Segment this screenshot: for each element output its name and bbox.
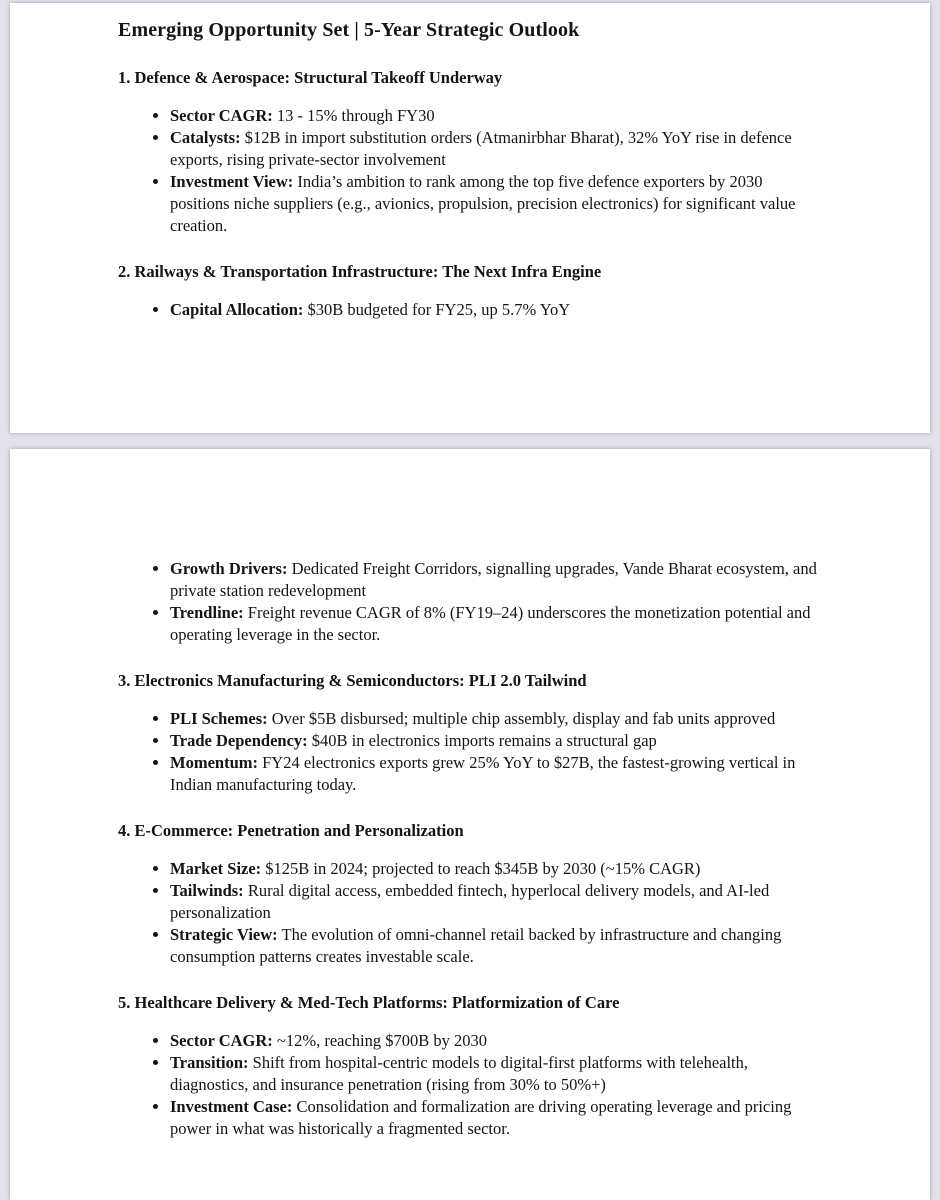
section-2-continued-bullet-list [118, 558, 822, 646]
bullet-label: Sector CAGR: [170, 106, 273, 125]
bullet-item [170, 880, 822, 924]
section-1-heading: 1. Defence & Aerospace: Structural Takeoff Underway [118, 68, 503, 87]
section-3-bullet-list [118, 708, 822, 796]
bullet-item [170, 708, 822, 730]
bullet-item [170, 924, 822, 968]
bullet-text: 13 - 15% through FY30 [272, 106, 435, 125]
bullet-item [170, 299, 822, 321]
bullet-text: Shift from hospital-centric models to digital-first platforms with telehealth, diagnostics, and insurance penetration (rising from 30% to 50%+) [170, 1053, 749, 1094]
bullet-text: FY24 electronics exports grew 25% YoY to $27B, the fastest-growing vertical in Indian manufacturing today. [170, 753, 796, 794]
bullet-item [170, 1030, 822, 1052]
bullet-label: Trendline: [170, 603, 244, 622]
bullet-text: Over $5B disbursed; multiple chip assembly, display and fab units approved [267, 709, 776, 728]
bullet-item [170, 602, 822, 646]
document-title: Emerging Opportunity Set | 5-Year Strategic Outlook [118, 19, 580, 41]
bullet-text: Consolidation and formalization are driving operating leverage and pricing power in what was historically a fragmented sector. [170, 1097, 792, 1138]
page-2-content [10, 449, 930, 1140]
bullet-label: Strategic View: [170, 925, 278, 944]
bullet-text: $12B in import substitution orders (Atmanirbhar Bharat), 32% YoY rise in defence exports, rising private-sector involvement [170, 128, 792, 169]
bullet-item [170, 730, 822, 752]
section-5-heading: 5. Healthcare Delivery & Med-Tech Platforms: Platformization of Care [118, 993, 620, 1012]
bullet-item [170, 127, 822, 171]
section-4-bullet-list [118, 858, 822, 968]
document-page-1 [10, 3, 930, 433]
section-1-bullet-list [118, 105, 822, 237]
section-2-heading: 2. Railways & Transportation Infrastructure: The Next Infra Engine [118, 262, 602, 281]
bullet-text: Freight revenue CAGR of 8% (FY19–24) underscores the monetization potential and operating leverage in the sector. [170, 603, 811, 644]
bullet-text: $125B in 2024; projected to reach $345B by 2030 (~15% CAGR) [261, 859, 701, 878]
bullet-label: Catalysts: [170, 128, 241, 147]
bullet-text: India’s ambition to rank among the top five defence exporters by 2030 positions niche suppliers (e.g., avionics, propulsion, precision electronics) for significant value creation. [170, 172, 796, 235]
bullet-text: Rural digital access, embedded fintech, hyperlocal delivery models, and AI-led personalization [170, 881, 770, 922]
section-2-bullet-list [118, 299, 822, 321]
bullet-item [170, 558, 822, 602]
bullet-label: Transition: [170, 1053, 249, 1072]
bullet-label: Momentum: [170, 753, 258, 772]
bullet-item [170, 1096, 822, 1140]
bullet-item [170, 1052, 822, 1096]
bullet-label: Growth Drivers: [170, 559, 288, 578]
bullet-text: The evolution of omni-channel retail backed by infrastructure and changing consumption patterns creates investable scale. [170, 925, 782, 966]
bullet-text: ~12%, reaching $700B by 2030 [272, 1031, 488, 1050]
bullet-item [170, 105, 822, 127]
bullet-label: Sector CAGR: [170, 1031, 273, 1050]
bullet-text: Dedicated Freight Corridors, signalling upgrades, Vande Bharat ecosystem, and private station redevelopment [170, 559, 817, 600]
bullet-text: $40B in electronics imports remains a structural gap [307, 731, 657, 750]
section-5-bullet-list [118, 1030, 822, 1140]
bullet-label: Trade Dependency: [170, 731, 308, 750]
bullet-text: $30B budgeted for FY25, up 5.7% YoY [303, 300, 571, 319]
bullet-label: PLI Schemes: [170, 709, 268, 728]
bullet-label: Tailwinds: [170, 881, 244, 900]
bullet-label: Capital Allocation: [170, 300, 304, 319]
bullet-item [170, 171, 822, 237]
bullet-item [170, 858, 822, 880]
bullet-item [170, 752, 822, 796]
bullet-label: Market Size: [170, 859, 262, 878]
document-page-2 [10, 449, 930, 1200]
section-4-heading: 4. E-Commerce: Penetration and Personalization [118, 821, 464, 840]
section-3-heading: 3. Electronics Manufacturing & Semiconductors: PLI 2.0 Tailwind [118, 671, 587, 690]
bullet-label: Investment Case: [170, 1097, 293, 1116]
bullet-label: Investment View: [170, 172, 294, 191]
page-1-content [10, 3, 930, 321]
